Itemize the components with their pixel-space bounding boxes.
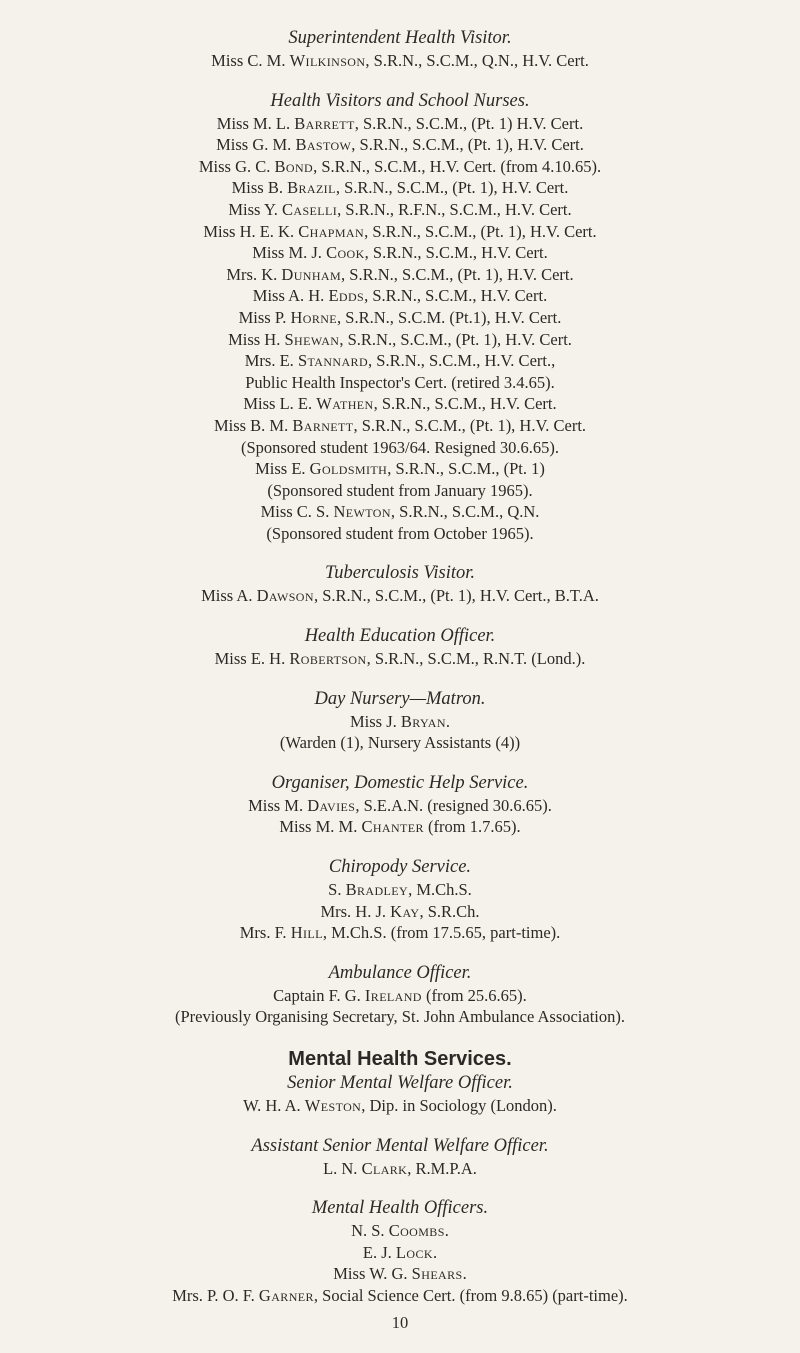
entry-pre: L. N. <box>323 1158 362 1178</box>
entry-pre: Miss L. E. <box>243 394 317 414</box>
entry-name: Horne <box>290 307 338 327</box>
document-page <box>0 28 800 1326</box>
staff-entry <box>0 134 800 156</box>
entry-pre: (Previously Organising Secretary, St. John Ambulance Association). <box>174 1007 626 1027</box>
staff-entry <box>0 458 800 480</box>
staff-entry <box>0 329 800 351</box>
entry-pre: Mrs. F. <box>239 923 291 943</box>
staff-entry <box>0 901 800 923</box>
entry-post: , S.R.N., S.C.M., H.V. Cert. (from 4.10.65). <box>313 156 602 176</box>
staff-entry <box>0 1242 800 1264</box>
entry-pre: Mrs. P. O. F. <box>172 1285 259 1305</box>
entry-name: Barnett <box>292 415 354 435</box>
entry-post: , S.R.N., S.C.M., Q.N. <box>390 502 540 522</box>
staff-section <box>0 1073 800 1117</box>
entry-name: Clark <box>361 1158 408 1178</box>
entry-name: Garner <box>258 1285 314 1305</box>
entry-pre: (Warden (1), Nursery Assistants (4)) <box>279 733 521 753</box>
staff-section <box>0 563 800 607</box>
entry-name: Dawson <box>256 586 314 606</box>
entry-post: , S.R.N., R.F.N., S.C.M., H.V. Cert. <box>337 199 572 219</box>
staff-entry <box>0 199 800 221</box>
staff-section <box>0 773 800 838</box>
entry-pre: N. S. <box>351 1221 389 1241</box>
entry-post: , S.R.N., S.C.M. (Pt.1), H.V. Cert. <box>337 307 562 327</box>
staff-entry <box>0 648 800 670</box>
staff-entry <box>0 393 800 415</box>
entry-post: , S.R.N., S.C.M., H.V. Cert., <box>368 351 556 371</box>
section-title: Health Education Officer. <box>304 626 496 647</box>
entry-pre: Mrs. E. <box>244 351 298 371</box>
entry-name: Bryan <box>400 711 446 731</box>
entry-post: . <box>432 1242 438 1262</box>
entry-pre: Miss M. L. <box>216 113 295 133</box>
staff-section <box>0 28 800 72</box>
entry-post: (from 25.6.65). <box>421 985 527 1005</box>
staff-entry <box>0 242 800 264</box>
entry-name: Stannard <box>297 351 369 371</box>
entry-name: Hill <box>290 923 323 943</box>
entry-pre: W. H. A. <box>243 1096 305 1115</box>
entry-name: Kay <box>390 901 420 921</box>
entry-name: Shewan <box>284 329 340 349</box>
staff-entry <box>0 264 800 286</box>
section-title: Chiropody Service. <box>328 857 472 878</box>
entry-name: Wathen <box>316 394 374 414</box>
staff-entry <box>0 985 800 1007</box>
staff-entry <box>0 523 800 545</box>
entry-name: Ireland <box>364 985 422 1005</box>
staff-entry <box>0 795 800 817</box>
entry-name: Caselli <box>282 199 338 219</box>
entry-post: , S.R.Ch. <box>419 901 480 921</box>
staff-entry <box>0 350 800 372</box>
entry-name: Davies <box>307 795 356 815</box>
entry-name: Brazil <box>287 178 336 198</box>
entry-name: Goldsmith <box>309 459 388 479</box>
entry-pre: Mrs. H. J. <box>320 901 391 921</box>
entry-pre: (Sponsored student from October 1965). <box>266 523 534 543</box>
section-title: Organiser, Domestic Help Service. <box>271 772 529 793</box>
entry-pre: Miss A. H. <box>252 286 329 306</box>
staff-entry <box>0 1158 800 1180</box>
entry-post: , S.R.N., S.C.M., (Pt. 1) H.V. Cert. <box>354 113 584 133</box>
entry-pre: (Sponsored student from January 1965). <box>267 480 533 500</box>
entry-post: , S.R.N., S.C.M., (Pt. 1), H.V. Cert. <box>364 221 597 241</box>
staff-section <box>0 1198 800 1306</box>
entry-pre: Miss M. <box>248 795 308 815</box>
entry-post: , S.R.N., S.C.M., H.V. Cert. <box>364 286 548 306</box>
staff-entry <box>0 1220 800 1242</box>
staff-entry <box>0 732 800 754</box>
entry-pre: Miss A. <box>201 586 257 606</box>
entry-pre: Miss E. H. <box>214 649 290 669</box>
section-title: Assistant Senior Mental Welfare Officer. <box>251 1135 549 1156</box>
entry-pre: Miss C. S. <box>260 502 334 522</box>
staff-entry <box>0 156 800 178</box>
mental-health-subsections <box>0 1073 800 1307</box>
section-title: Mental Health Officers. <box>311 1198 489 1219</box>
staff-entry <box>0 1095 800 1117</box>
entry-name: Barrett <box>294 113 355 133</box>
entry-name: Lock <box>395 1242 433 1262</box>
entry-post: , S.R.N., S.C.M., H.V. Cert. <box>373 394 557 414</box>
staff-entry <box>0 113 800 135</box>
staff-section <box>0 963 800 1028</box>
staff-entry <box>0 372 800 394</box>
entry-post: , M.Ch.S. <box>408 880 472 900</box>
entry-name: Chanter <box>361 817 424 837</box>
entry-pre: Miss G. C. <box>198 156 275 176</box>
entry-pre: Miss B. <box>231 178 288 198</box>
staff-entry <box>0 1285 800 1307</box>
staff-entry <box>0 711 800 733</box>
entry-pre: Mrs. K. <box>226 264 282 284</box>
entry-pre: Miss H. <box>228 329 285 349</box>
entry-name: Wilkinson <box>289 51 366 70</box>
entry-name: Coombs <box>388 1221 445 1241</box>
entry-post: . <box>445 711 451 731</box>
entry-name: Weston <box>304 1096 362 1115</box>
entry-name: Cook <box>326 243 365 263</box>
entry-pre: Miss Y. <box>228 199 283 219</box>
staff-entry <box>0 177 800 199</box>
entry-pre: (Sponsored student 1963/64. Resigned 30.6.65). <box>240 437 560 457</box>
entry-post: , Social Science Cert. (from 9.8.65) (part-time). <box>313 1285 628 1305</box>
entry-post: , S.R.N., S.C.M., (Pt. 1), H.V. Cert. <box>341 264 574 284</box>
entry-name: Shears <box>411 1264 463 1284</box>
entry-name: Bond <box>274 156 314 176</box>
section-title: Day Nursery—Matron. <box>314 688 486 709</box>
staff-entry <box>0 1263 800 1285</box>
entry-post: , R.M.P.A. <box>407 1158 477 1178</box>
entry-post: , S.R.N., S.C.M., (Pt. 1), H.V. Cert. <box>335 178 569 198</box>
entry-pre: Miss H. E. K. <box>203 221 299 241</box>
section-title: Ambulance Officer. <box>328 962 472 983</box>
staff-section <box>0 1136 800 1180</box>
section-title: Health Visitors and School Nurses. <box>270 90 530 111</box>
page-number: 10 <box>391 1313 409 1332</box>
staff-entry <box>0 50 800 72</box>
staff-entry <box>0 415 800 437</box>
entry-post: , S.R.N., S.C.M., (Pt. 1), H.V. Cert. <box>353 415 587 435</box>
entry-pre: Miss M. M. <box>279 817 362 837</box>
entry-pre: E. J. <box>362 1242 396 1262</box>
entry-post: , S.R.N., S.C.M., Q.N., H.V. Cert. <box>365 51 589 70</box>
entry-name: Robertson <box>289 649 367 669</box>
entry-post: , M.Ch.S. (from 17.5.65, part-time). <box>322 923 561 943</box>
staff-entry <box>0 501 800 523</box>
entry-pre: Miss W. G. <box>333 1264 412 1284</box>
entry-pre: Miss P. <box>238 307 291 327</box>
staff-section <box>0 91 800 545</box>
staff-entry <box>0 585 800 607</box>
staff-section <box>0 689 800 754</box>
entry-post: , S.R.N., S.C.M., H.V. Cert. <box>364 243 548 263</box>
staff-entry <box>0 480 800 502</box>
staff-entry <box>0 922 800 944</box>
staff-entry <box>0 285 800 307</box>
mental-health-services <box>0 1047 800 1307</box>
staff-entry <box>0 307 800 329</box>
staff-entry <box>0 1006 800 1028</box>
staff-entry <box>0 816 800 838</box>
entry-pre: Miss E. <box>255 459 310 479</box>
entry-name: Newton <box>333 502 391 522</box>
entry-name: Bradley <box>345 880 409 900</box>
entry-post: . <box>462 1264 467 1284</box>
entry-post: , S.E.A.N. (resigned 30.6.65). <box>355 795 552 815</box>
entry-post: (from 1.7.65). <box>423 817 521 837</box>
entry-pre: Captain F. G. <box>273 985 365 1005</box>
entry-post: , S.R.N., S.C.M., (Pt. 1) <box>387 459 545 479</box>
staff-section <box>0 626 800 670</box>
section-title: Senior Mental Welfare Officer. <box>287 1073 513 1093</box>
staff-entry <box>0 879 800 901</box>
entry-pre: Public Health Inspector's Cert. (retired 3.4.65). <box>245 372 555 392</box>
staff-sections <box>0 28 800 1028</box>
entry-pre: Miss B. M. <box>213 415 293 435</box>
entry-name: Bastow <box>295 135 352 155</box>
entry-post: , S.R.N., S.C.M., R.N.T. (Lond.). <box>366 649 586 669</box>
entry-pre: Miss G. M. <box>216 135 296 155</box>
section-title: Tuberculosis Visitor. <box>324 563 476 584</box>
entry-post: . <box>444 1221 449 1241</box>
staff-entry <box>0 221 800 243</box>
entry-pre: Miss J. <box>349 711 401 731</box>
entry-name: Dunham <box>281 264 342 284</box>
entry-post: , S.R.N., S.C.M., (Pt. 1), H.V. Cert. <box>351 135 584 155</box>
entry-pre: S. <box>328 880 346 900</box>
entry-post: , S.R.N., S.C.M., (Pt. 1), H.V. Cert. <box>339 329 572 349</box>
entry-post: , Dip. in Sociology (London). <box>361 1096 557 1115</box>
staff-entry <box>0 437 800 459</box>
section-title: Superintendent Health Visitor. <box>288 28 512 48</box>
entry-post: , S.R.N., S.C.M., (Pt. 1), H.V. Cert., B.T.A. <box>313 586 599 606</box>
entry-name: Edds <box>328 286 365 306</box>
entry-pre: Miss M. J. <box>252 243 327 263</box>
entry-name: Chapman <box>298 221 365 241</box>
staff-section <box>0 857 800 944</box>
mental-health-heading: Mental Health Services. <box>288 1048 512 1070</box>
entry-pre: Miss C. M. <box>211 51 290 70</box>
